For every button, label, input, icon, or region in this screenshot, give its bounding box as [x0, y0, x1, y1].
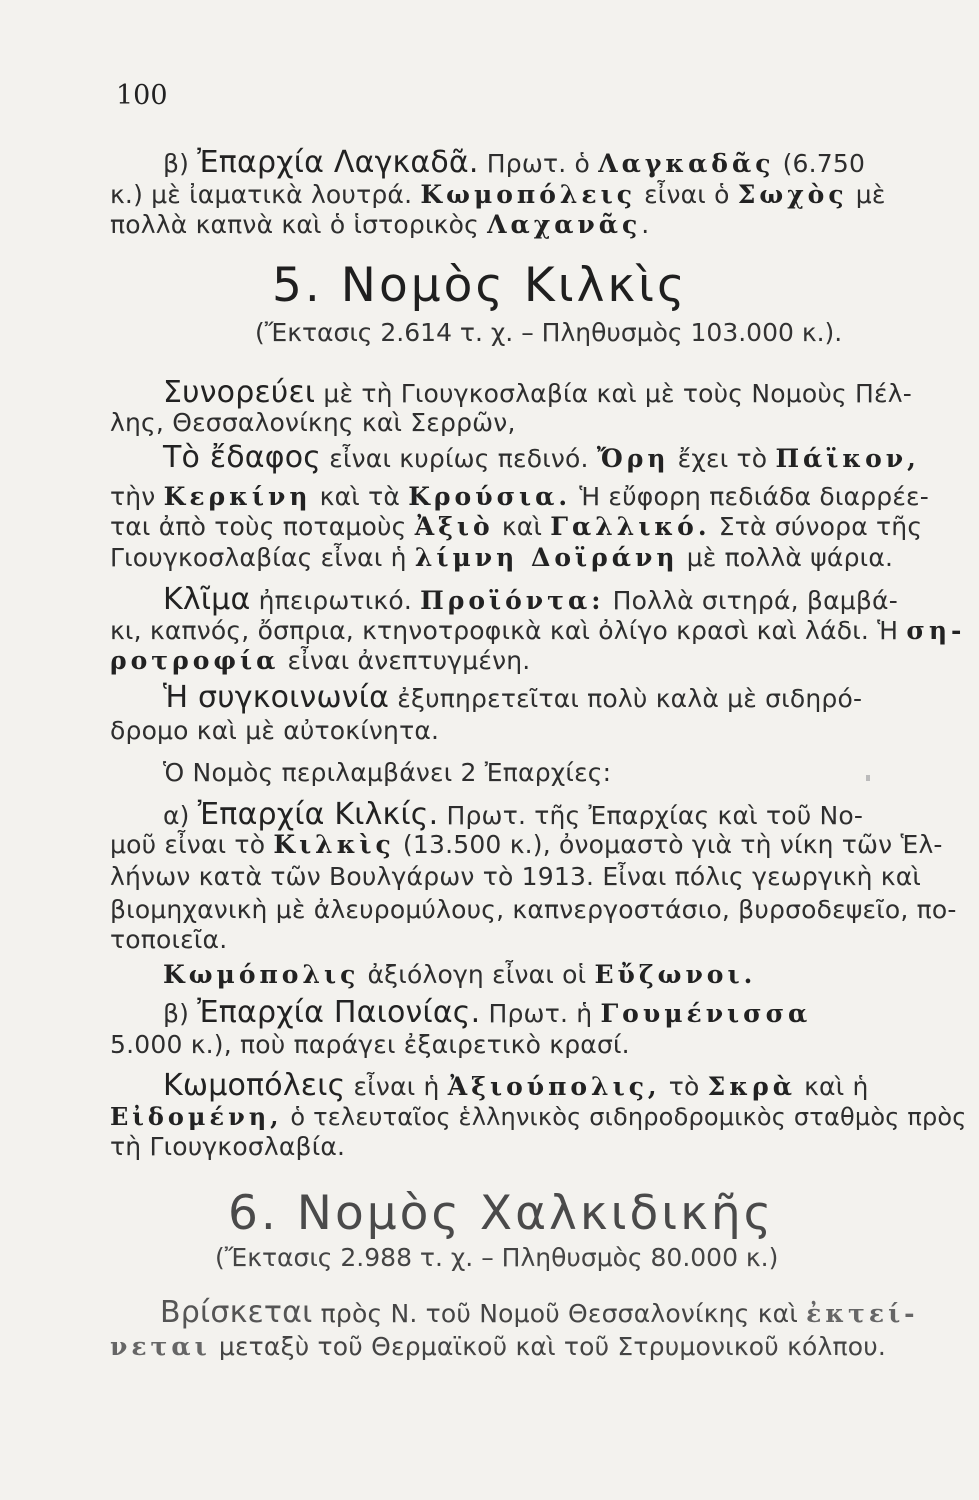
- borders-line-1: Συνορεύει μὲ τὴ Γιουγκοσλαβία καὶ μὲ τοὺς Νομοὺς Πέλ-: [163, 375, 912, 410]
- paper-blemish: [866, 775, 870, 781]
- para-kilkis-line-2: μοῦ εἶναι τὸ Κιλκὶς (13.500 κ.), ὀνομαστὸ γιὰ τὴ νίκη τῶν Ἑλ-: [110, 830, 943, 859]
- section-6-subtitle: (Ἔκτασις 2.988 τ. χ. – Πληθυσμὸς 80.000 κ.): [215, 1243, 779, 1272]
- para-lagkadas-line-1: β) Ἐπαρχία Λαγκαδᾶ. Πρωτ. ὁ Λαγκαδᾶς (6.750: [163, 145, 866, 180]
- location-line-2: νεται μεταξὺ τοῦ Θερμαϊκοῦ καὶ τοῦ Στρυμονικοῦ κόλπου.: [110, 1332, 887, 1361]
- climate-line-1: Κλῖμα ἠπειρωτικό. Προϊόντα: Πολλὰ σιτηρά, βαμβά-: [163, 582, 898, 617]
- terrain-line-3: ται ἀπὸ τοὺς ποταμοὺς Ἀξιὸ καὶ Γαλλικό. Στὰ σύνορα τῆς: [110, 512, 923, 541]
- province-title: Ἐπαρχία Λαγκαδᾶ.: [197, 145, 479, 180]
- para-lagkadas-line-2: κ.) μὲ ἰαματικὰ λουτρά. Κωμοπόλεις εἶναι ὁ Σωχὸς μὲ: [110, 180, 886, 209]
- para-kilkis-line-5: τοποιεῖα.: [110, 925, 228, 954]
- page-number: 100: [116, 80, 168, 111]
- para-paionia-line-5: τὴ Γιουγκοσλαβία.: [110, 1132, 346, 1161]
- terrain-line-2: τὴν Κερκίνη καὶ τὰ Κρούσια. Ἡ εὔφορη πεδιάδα διαρρέε-: [110, 482, 929, 511]
- climate-line-2: κι, καπνός, ὄσπρια, κτηνοτροφικὰ καὶ ὀλίγο κρασὶ καὶ λάδι. Ἡ ση-: [110, 616, 966, 645]
- terrain-line-1: Τὸ ἔδαφος εἶναι κυρίως πεδινό. Ὄρη ἔχει τὸ Πάϊκον,: [163, 440, 920, 475]
- terrain-line-4: Γιουγκοσλαβίας εἶναι ἡ λίμνη Δοϊράνη μὲ πολλὰ ψάρια.: [110, 543, 894, 572]
- provinces-intro: Ὁ Νομὸς περιλαμβάνει 2 Ἐπαρχίες:: [163, 758, 612, 787]
- province-title: Ἐπαρχία Παιονίας.: [197, 995, 481, 1030]
- para-paionia-line-3: Κωμοπόλεις εἶναι ἡ Ἀξιούπολις, τὸ Σκρὰ καὶ ἡ: [163, 1068, 869, 1103]
- para-kilkis-town: Κωμόπολις ἀξιόλογη εἶναι οἱ Εὔζωνοι.: [163, 960, 757, 989]
- para-kilkis-line-3: λήνων κατὰ τῶν Βουλγάρων τὸ 1913. Εἶναι πόλις γεωργικὴ καὶ: [110, 862, 922, 891]
- climate-line-3: ροτροφία εἶναι ἀνεπτυγμένη.: [110, 646, 531, 675]
- transport-line-1: Ἡ συγκοινωνία ἐξυπηρετεῖται πολὺ καλὰ μὲ σιδηρό-: [163, 680, 863, 715]
- para-lagkadas-line-3: πολλὰ καπνὰ καὶ ὁ ἱστορικὸς Λαχανᾶς.: [110, 210, 650, 239]
- para-paionia-line-2: 5.000 κ.), ποὺ παράγει ἐξαιρετικὸ κρασί.: [110, 1030, 630, 1059]
- section-6-heading: 6. Νομὸς Χαλκιδικῆς: [228, 1186, 775, 1241]
- para-kilkis-line-1: α) Ἐπαρχία Κιλκίς. Πρωτ. τῆς Ἐπαρχίας καὶ τοῦ Νο-: [163, 797, 864, 832]
- section-5-heading: 5. Νομὸς Κιλκὶς: [272, 258, 688, 313]
- section-5-subtitle: (Ἔκτασις 2.614 τ. χ. – Πληθυσμὸς 103.000 κ.).: [255, 318, 843, 347]
- para-kilkis-line-4: βιομηχανικὴ μὲ ἀλευρομύλους, καπνεργοστάσιο, βυρσοδεψεῖο, πο-: [110, 895, 957, 924]
- borders-line-2: λης, Θεσσαλονίκης καὶ Σερρῶν,: [110, 408, 516, 437]
- para-paionia-line-1: β) Ἐπαρχία Παιονίας. Πρωτ. ἡ Γουμένισσα: [163, 995, 812, 1030]
- para-paionia-line-4: Εἰδομένη, ὁ τελευταῖος ἑλληνικὸς σιδηροδρομικὸς σταθμὸς πρὸς: [110, 1102, 967, 1131]
- province-title: Ἐπαρχία Κιλκίς.: [197, 797, 439, 832]
- location-line-1: Βρίσκεται πρὸς Ν. τοῦ Νομοῦ Θεσσαλονίκης καὶ ἐκτεί-: [160, 1295, 919, 1330]
- transport-line-2: δρομο καὶ μὲ αὐτοκίνητα.: [110, 716, 440, 745]
